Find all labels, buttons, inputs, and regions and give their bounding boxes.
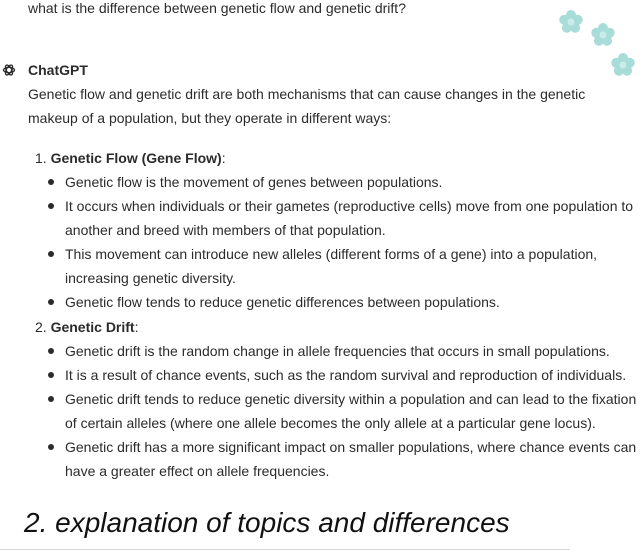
section-colon: : [221,150,226,166]
list-item: Genetic flow is the movement of genes between populations. [65,174,443,190]
section-title: Genetic Drift [50,319,135,335]
list-item: Genetic flow tends to reduce genetic differences between populations. [65,294,500,310]
section-heading [35,319,138,335]
user-question: what is the difference between genetic flow and genetic drift? [28,0,406,16]
bullet-dot [48,444,54,450]
section-colon: : [134,319,139,335]
section-title: Genetic Flow (Gene Flow) [50,150,222,166]
caption-text: 2. explanation of topics and differences [24,507,510,538]
bullet-dot [48,396,54,402]
section-heading [35,150,226,166]
openai-logo-icon [2,63,16,77]
bullet-dot [48,251,54,257]
answer-intro: Genetic flow and genetic drift are both mechanisms that can cause changes in the genetic makeup of a population, but they operate in different ways: [28,86,586,126]
list-item: Genetic drift has a more significant impact on smaller populations, where chance events can have a greater effect on allele frequencies. [65,439,637,479]
flower-icon [611,53,634,76]
flower-icon [559,10,582,33]
bullet-dot [48,372,54,378]
list-item: Genetic drift tends to reduce genetic diversity within a population and can lead to the fixation of certain alleles (where one allele becomes the only allele at a particular gene locus). [65,391,637,431]
list-item: Genetic drift is the random change in allele frequencies that occurs in small populations. [65,343,610,359]
bullet-dot [48,299,54,305]
divider [0,549,570,550]
section-number: 2. [35,319,47,335]
list-item: This movement can introduce new alleles (different forms of a gene) into a population, increasing genetic diversity. [65,246,598,286]
bullet-dot [48,348,54,354]
flower-decoration [545,0,640,80]
bullet-dot [48,179,54,185]
assistant-name: ChatGPT [28,62,88,78]
flower-icon [591,23,614,46]
list-item: It occurs when individuals or their gametes (reproductive cells) move from one population to another and breed with members of that population. [65,198,634,238]
section-number: 1. [35,150,47,166]
list-item: It is a result of chance events, such as the random survival and reproduction of individuals. [65,367,627,383]
bullet-dot [48,203,54,209]
